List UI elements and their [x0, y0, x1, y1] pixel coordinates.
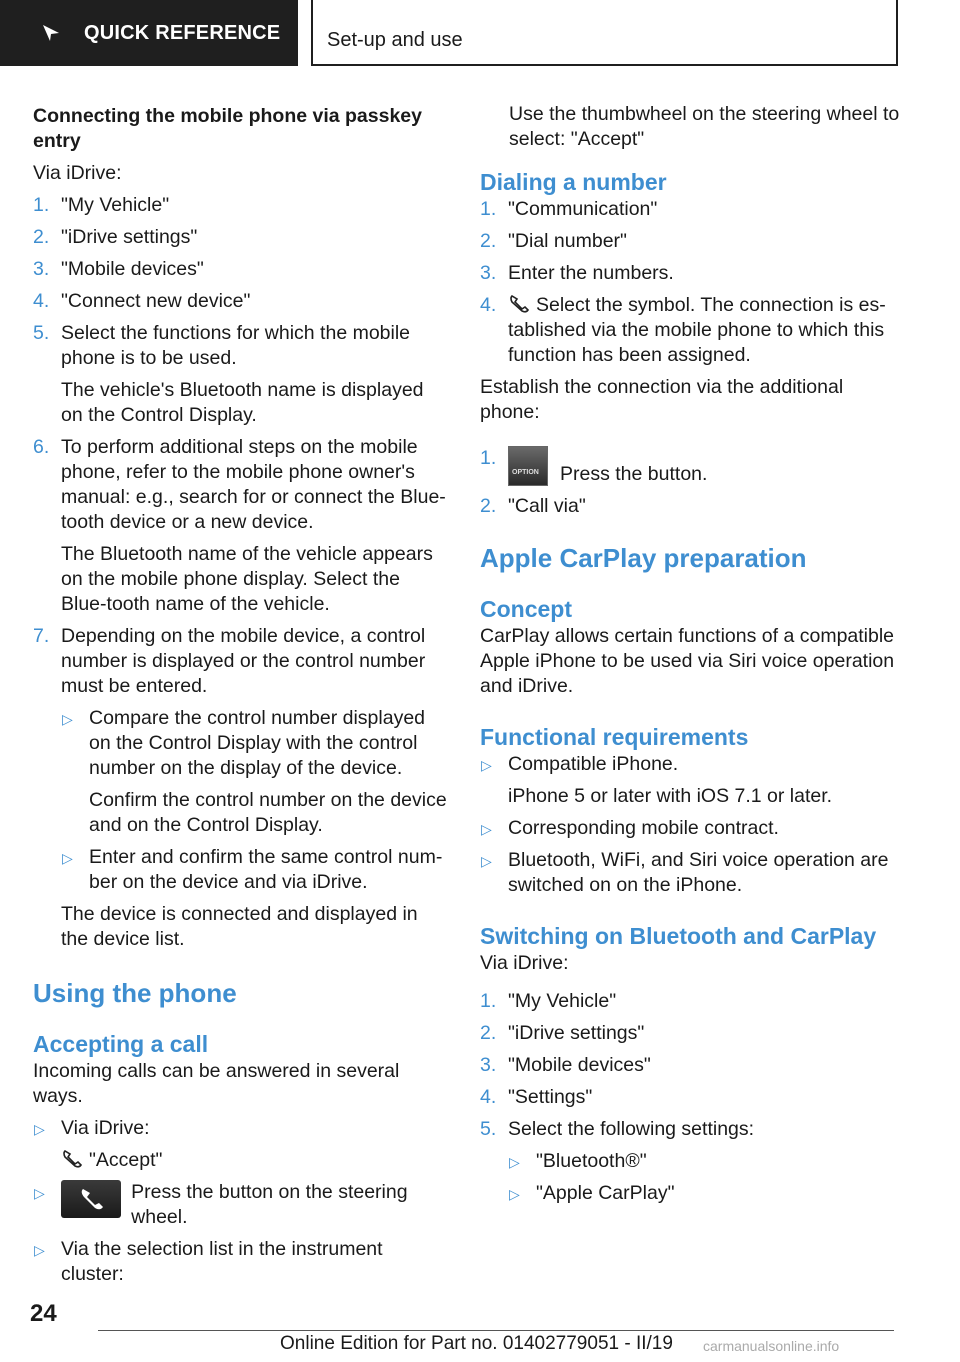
list-item: [480, 293, 900, 368]
bullet-text: "Bluetooth®": [536, 1150, 647, 1172]
steering-phone-button-icon: [61, 1180, 121, 1218]
using-phone-heading: Using the phone: [33, 978, 237, 1008]
step-text: Select the following settings:: [508, 1118, 755, 1140]
page-number: 24: [30, 1300, 57, 1327]
list-item: [33, 624, 449, 952]
left-column: [33, 102, 449, 1294]
list-item: [33, 1180, 449, 1230]
step-text: Press the button.: [560, 463, 708, 485]
bullet-text: Enter and confirm the same control num-ber on the device and via iDrive.: [89, 846, 443, 893]
step-text: "iDrive settings": [508, 1022, 645, 1044]
list-item: [33, 225, 449, 250]
step-number: 2.: [480, 495, 497, 517]
bullet-note: iPhone 5 or later with iOS 7.1 or later.: [508, 785, 833, 807]
carplay-heading: Apple CarPlay preparation: [480, 543, 807, 573]
list-item: [480, 261, 900, 286]
right-column: [480, 102, 900, 1213]
step-number: 1.: [480, 198, 497, 220]
footer-divider: [98, 1330, 894, 1331]
step-number: 1.: [480, 990, 497, 1012]
bullet-text: Via iDrive:: [61, 1117, 150, 1139]
list-item: [480, 446, 900, 487]
requirements-heading: Functional requirements: [480, 724, 749, 750]
edition-text: Online Edition for Part no. 01402779051 - II/19: [280, 1333, 673, 1354]
step-number: 4.: [480, 1086, 497, 1108]
step-text: "Mobile devices": [61, 258, 204, 280]
step-text: "Settings": [508, 1086, 593, 1108]
step-number: 4.: [33, 290, 50, 312]
step-number: 3.: [480, 1054, 497, 1076]
step-text: Enter the numbers.: [508, 262, 674, 284]
bullet-text: Bluetooth, WiFi, and Siri voice operation are switched on on the iPhone.: [508, 849, 889, 896]
bullet-text: Compare the control number displayed on the Control Display with the control number on the display of the device.: [89, 707, 426, 779]
step-note: The vehicle's Bluetooth name is displayed on the Control Display.: [61, 379, 424, 426]
triangle-bullet-icon: ▷: [34, 1185, 45, 1201]
list-item: [33, 1116, 449, 1173]
triangle-bullet-icon: ▷: [481, 757, 492, 773]
step-text: "Call via": [508, 495, 586, 517]
step-number: 2.: [480, 1022, 497, 1044]
list-item: [480, 816, 900, 841]
bullet-text: "Apple CarPlay": [536, 1182, 675, 1204]
list-item: [61, 706, 449, 838]
list-item: [480, 989, 900, 1014]
bullet-text: Corresponding mobile contract.: [508, 817, 779, 839]
list-item: [480, 1085, 900, 1110]
step-text: To perform additional steps on the mobile phone, refer to the mobile phone owner's manual: e.g., search for or connect the Blue-tooth device or a new device.: [61, 436, 446, 533]
step-number: 2.: [33, 226, 50, 248]
establish-text: Establish the connection via the additional phone:: [480, 376, 844, 423]
step-result: The device is connected and displayed in the device list.: [61, 903, 418, 950]
step-number: 1.: [33, 194, 50, 216]
step-number: 2.: [480, 230, 497, 252]
list-item: [480, 494, 900, 519]
watermark: carmanualsonline.info: [703, 1338, 840, 1354]
dialing-heading: Dialing a number: [480, 169, 667, 195]
list-item: [508, 1181, 900, 1206]
step-text: "Mobile devices": [508, 1054, 651, 1076]
list-item: [508, 1149, 900, 1174]
chapter-title: Set-up and use: [327, 29, 463, 51]
section-tab-label: QUICK REFERENCE: [84, 21, 281, 44]
section-tab[interactable]: [0, 0, 298, 66]
list-item: [480, 197, 900, 222]
chapter-tab[interactable]: [311, 0, 898, 66]
triangle-bullet-icon: ▷: [34, 1121, 45, 1137]
accepting-intro: Incoming calls can be answered in several ways.: [33, 1060, 400, 1107]
step-text: "My Vehicle": [508, 990, 617, 1012]
bullet-note: Confirm the control number on the device and on the Control Display.: [89, 789, 447, 836]
bullet-text: Press the button on the steering wheel.: [131, 1181, 408, 1228]
thumbwheel-text: Use the thumbwheel on the steering wheel to select: "Accept": [509, 103, 900, 150]
list-item: [33, 321, 449, 428]
concept-text: CarPlay allows certain functions of a compatible Apple iPhone to be used via Siri voice operation and iDrive.: [480, 625, 895, 697]
list-item: [33, 193, 449, 218]
step-text: Select the functions for which the mobile phone is to be used.: [61, 322, 411, 369]
step-text: "Connect new device": [61, 290, 251, 312]
step-number: 5.: [480, 1118, 497, 1140]
step-number: 4.: [480, 294, 497, 316]
via-idrive-text: Via iDrive:: [33, 162, 122, 184]
option-button-label: OPTION: [512, 469, 539, 476]
passkey-heading: Connecting the mobile phone via passkey entry: [33, 105, 423, 152]
phone-handset-icon: [61, 1149, 85, 1169]
list-item: [61, 845, 449, 895]
list-item: [480, 229, 900, 254]
step-number: 5.: [33, 322, 50, 344]
star-icon: [40, 22, 62, 44]
concept-heading: Concept: [480, 596, 572, 622]
step-text: "Dial number": [508, 230, 627, 252]
triangle-bullet-icon: ▷: [34, 1242, 45, 1258]
list-item: [33, 1237, 449, 1287]
list-item: [480, 848, 900, 898]
triangle-bullet-icon: ▷: [62, 711, 73, 727]
phone-handset-icon: [508, 294, 532, 314]
step-number: 3.: [33, 258, 50, 280]
step-number: 3.: [480, 262, 497, 284]
step-text: Select the symbol. The connection is es-tablished via the mobile phone to which this function has been assigned.: [508, 294, 886, 366]
accepting-heading: Accepting a call: [33, 1031, 209, 1057]
list-item: [33, 289, 449, 314]
triangle-bullet-icon: ▷: [481, 821, 492, 837]
step-text: "iDrive settings": [61, 226, 198, 248]
list-item: [33, 257, 449, 282]
list-item: [480, 1021, 900, 1046]
step-number: 6.: [33, 436, 50, 458]
triangle-bullet-icon: ▷: [509, 1154, 520, 1170]
list-item: [480, 752, 900, 809]
accept-option: "Accept": [89, 1149, 163, 1171]
triangle-bullet-icon: ▷: [62, 850, 73, 866]
triangle-bullet-icon: ▷: [481, 853, 492, 869]
step-note: The Bluetooth name of the vehicle appears on the mobile phone display. Select the Blue-tooth name of the vehicle.: [61, 543, 433, 615]
list-item: [480, 1053, 900, 1078]
step-text: "My Vehicle": [61, 194, 170, 216]
bullet-text: Via the selection list in the instrument cluster:: [61, 1238, 383, 1285]
list-item: [480, 1117, 900, 1206]
step-number: 7.: [33, 625, 50, 647]
via-idrive-text: Via iDrive:: [480, 952, 569, 974]
bullet-text: Compatible iPhone.: [508, 753, 679, 775]
option-button-icon: [508, 446, 548, 486]
switching-heading: Switching on Bluetooth and CarPlay: [480, 923, 877, 949]
step-text: Depending on the mobile device, a control number is displayed or the control number must be entered.: [61, 625, 426, 697]
step-number: 1.: [480, 447, 497, 469]
list-item: [33, 435, 449, 617]
step-text: "Communication": [508, 198, 658, 220]
triangle-bullet-icon: ▷: [509, 1186, 520, 1202]
